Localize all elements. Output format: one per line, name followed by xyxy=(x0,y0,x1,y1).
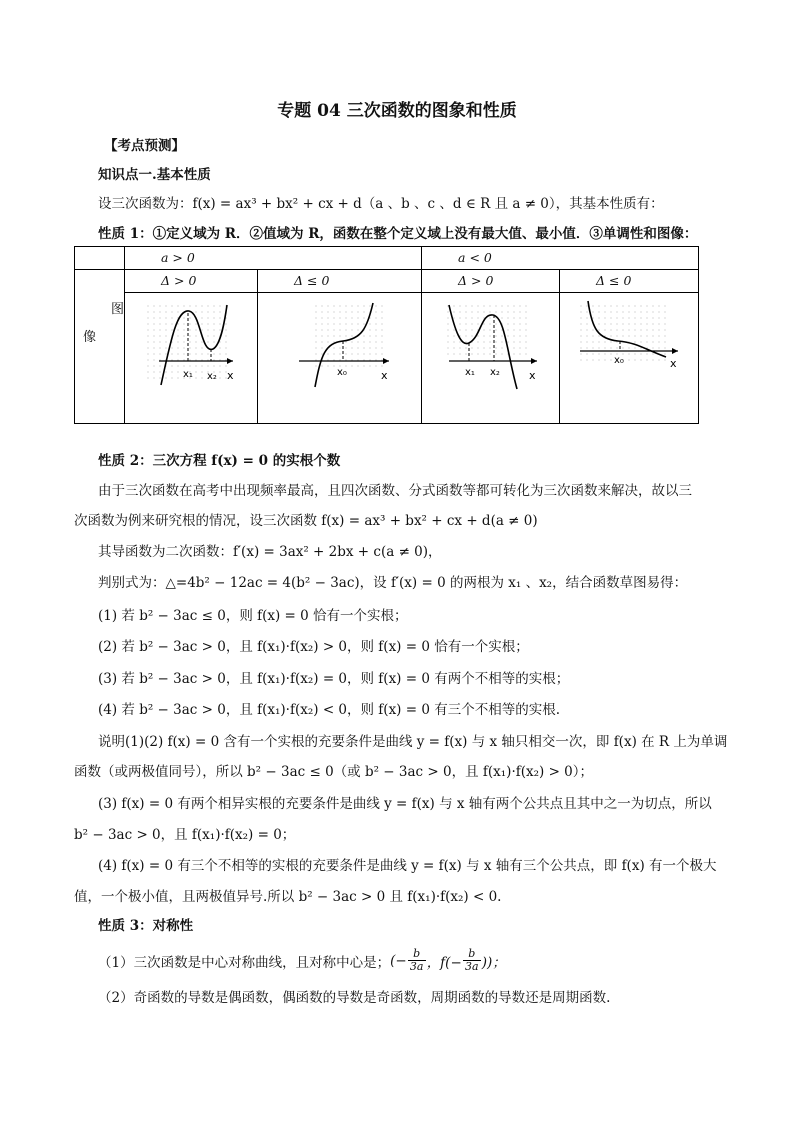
subheader-delta-positive-1: Δ > 0 xyxy=(125,270,258,293)
monotonicity-table xyxy=(74,246,699,424)
note-4-line-1: (4) f(x) = 0 有三个不相等的实根的充要条件是曲线 y = f(x) 与 x 轴有三个公共点，即 f(x) 有一个极大 xyxy=(98,858,717,874)
label-x-axis: x xyxy=(670,357,677,370)
note-1-line-2: 函数（或两极值同号），所以 b² − 3ac ≤ 0（或 b² − 3ac > 0，且 f(x₁)·f(x₂) > 0）； xyxy=(74,764,594,780)
graph-cell-a-neg-delta-pos xyxy=(422,293,560,424)
row-label-graph: 图 xyxy=(111,302,125,317)
page-title: 专题 04 三次函数的图象和性质 xyxy=(277,101,517,121)
header-a-negative: a < 0 xyxy=(422,247,699,270)
center-point-open: (− xyxy=(390,952,407,969)
center-point-close: ))； xyxy=(481,954,506,971)
note-3-line-1: (3) f(x) = 0 有两个相异实根的充要条件是曲线 y = f(x) 与 x 轴有两个公共点且其中之一为切点，所以 xyxy=(98,796,712,812)
label-x1: x₁ xyxy=(183,369,193,380)
fraction-b-over-3a xyxy=(408,948,426,973)
label-x-axis: x xyxy=(380,369,388,382)
graph-cell-a-pos-delta-le xyxy=(258,293,422,424)
graph-rising-monotone xyxy=(285,299,395,391)
symmetry-1 xyxy=(98,948,506,973)
fraction-numerator: b xyxy=(468,947,476,960)
knowledge-point-1: 知识点一.基本性质 xyxy=(98,167,211,183)
label-x2: x₂ xyxy=(207,371,217,382)
label-x0: x₀ xyxy=(614,355,624,366)
header-a-positive: a > 0 xyxy=(125,247,422,270)
prop2-line-4: 判别式为：△=4b² − 12ac = 4(b² − 3ac)，设 f′(x) = 0 的两根为 x₁ 、x₂，结合函数草图易得： xyxy=(98,575,688,591)
symmetry-1-text: （1）三次函数是中心对称曲线，且对称中心是； xyxy=(98,954,391,971)
row-label-image: 像 xyxy=(83,330,97,345)
label-x1: x₁ xyxy=(464,367,475,378)
note-4-line-2: 值，一个极小值，且两极值异号.所以 b² − 3ac > 0 且 f(x₁)·f(x₂) < 0. xyxy=(74,889,502,905)
note-3-line-2: b² − 3ac > 0，且 f(x₁)·f(x₂) = 0； xyxy=(74,827,296,843)
symmetry-2: （2）奇函数的导数是偶函数，偶函数的导数是奇函数，周期函数的导数还是周期函数. xyxy=(98,990,611,1006)
section-tag: 【考点预测】 xyxy=(104,138,185,154)
case-1: (1) 若 b² − 3ac ≤ 0，则 f(x) = 0 恰有一个实根； xyxy=(98,608,408,624)
graph-rising-two-extrema xyxy=(141,299,241,391)
label-x-axis: x xyxy=(528,369,536,382)
label-x2: x₂ xyxy=(489,367,500,378)
case-4: (4) 若 b² − 3ac > 0，且 f(x₁)·f(x₂) < 0，则 f(x) = 0 有三个不相等的实根. xyxy=(98,702,561,718)
label-x-axis: x xyxy=(227,369,234,382)
fraction-denominator: 3a xyxy=(409,960,424,973)
prop2-line-3: 其导函数为二次函数：f′(x) = 3ax² + 2bx + c(a ≠ 0)， xyxy=(98,544,442,560)
property-3: 性质 3：对称性 xyxy=(98,918,194,934)
prop2-line-2: 次函数为例来研究根的情况，设三次函数 f(x) = ax³ + bx² + cx + d(a ≠ 0) xyxy=(74,513,538,529)
graph-cell-a-pos-delta-pos xyxy=(125,293,258,424)
subheader-delta-positive-2: Δ > 0 xyxy=(422,270,560,293)
graph-falling-two-extrema xyxy=(441,299,541,391)
empty-corner-cell xyxy=(75,247,125,270)
prop2-line-1: 由于三次函数在高考中出现频率最高，且四次函数、分式函数等都可转化为三次函数来解决，故以三 xyxy=(98,483,692,499)
row-label-cell xyxy=(75,270,125,424)
intro-line: 设三次函数为：f(x) = ax³ + bx² + cx + d（a 、b 、c 、d ∈ R 且 a ≠ 0），其基本性质有： xyxy=(98,196,664,212)
graph-cell-a-neg-delta-le xyxy=(560,293,699,424)
center-point-mid: ，f(− xyxy=(426,954,462,971)
label-x0: x₀ xyxy=(336,367,347,378)
property-1: 性质 1：①定义域为 R．②值域为 R，函数在整个定义域上没有最大值、最小值．③单调性和图像： xyxy=(98,226,698,242)
property-2: 性质 2：三次方程 f(x) = 0 的实根个数 xyxy=(98,453,341,469)
fraction-denominator: 3a xyxy=(464,960,479,973)
fraction-numerator: b xyxy=(413,947,421,960)
note-1-line-1: 说明(1)(2) f(x) = 0 含有一个实根的充要条件是曲线 y = f(x) 与 x 轴只相交一次，即 f(x) 在 R 上为单调 xyxy=(98,734,728,750)
case-3: (3) 若 b² − 3ac > 0，且 f(x₁)·f(x₂) = 0，则 f(x) = 0 有两个不相等的实根； xyxy=(98,671,570,687)
subheader-delta-le-1: Δ ≤ 0 xyxy=(258,270,422,293)
subheader-delta-le-2: Δ ≤ 0 xyxy=(560,270,699,293)
case-2: (2) 若 b² − 3ac > 0，且 f(x₁)·f(x₂) > 0，则 f(x) = 0 恰有一个实根； xyxy=(98,639,529,655)
graph-falling-monotone xyxy=(574,299,684,391)
fraction-b-over-3a-2 xyxy=(463,948,481,973)
